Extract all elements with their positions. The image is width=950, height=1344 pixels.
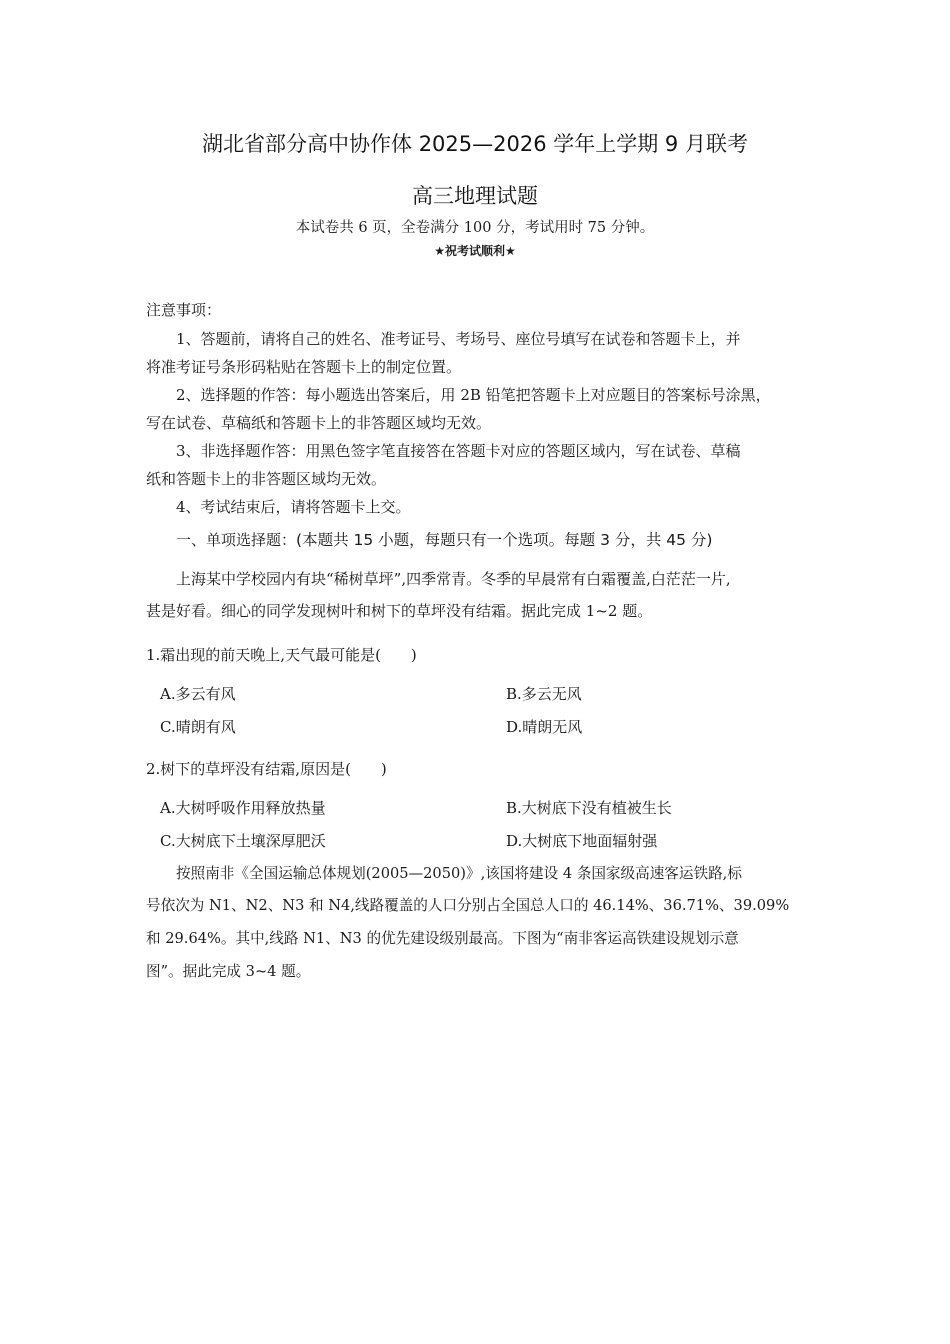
question-1-option-a: A.多云有风 — [160, 685, 236, 703]
passage-2-line-3: 和 29.64%。其中,线路 N1、N3 的优先建设级别最高。下图为“南非客运高铁建设规划示意 — [146, 930, 739, 947]
section-1-detail: (本题共 15 小题，每题只有一个选项。每题 3 分，共 45 分) — [296, 531, 713, 549]
note-3-line-1: 3、非选择题作答：用黑色签字笔直接答在答题卡对应的答题区域内，写在试卷、草稿 — [176, 442, 741, 460]
exam-info: 本试卷共 6 页，全卷满分 100 分，考试用时 75 分钟。 — [295, 220, 655, 236]
note-3-line-2: 纸和答题卡上的非答题区域均无效。 — [146, 470, 387, 488]
exam-title: 湖北省部分高中协作体 2025—2026 学年上学期 9 月联考 — [202, 132, 748, 156]
question-2-stem: 2.树下的草坪没有结霜,原因是( ) — [146, 760, 387, 778]
passage-1-line-2: 甚是好看。细心的同学发现树叶和树下的草坪没有结霜。据此完成 1~2 题。 — [146, 602, 653, 620]
question-1-option-c: C.晴朗有风 — [160, 718, 236, 736]
notes-heading: 注意事项： — [146, 301, 222, 319]
passage-1-line-1: 上海某中学校园内有块“稀树草坪”,四季常青。冬季的早晨常有白霜覆盖,白茫茫一片, — [176, 570, 731, 588]
question-1-stem: 1.霜出现的前天晚上,天气最可能是( ) — [146, 646, 417, 664]
note-2-line-2: 写在试卷、草稿纸和答题卡上的非答题区域均无效。 — [146, 414, 492, 432]
note-1-line-2: 将准考证号条形码粘贴在答题卡上的制定位置。 — [146, 358, 462, 376]
question-2-option-c: C.大树底下土壤深厚肥沃 — [160, 832, 326, 850]
question-2-option-d: D.大树底下地面辐射强 — [506, 832, 658, 850]
question-1-option-d: D.晴朗无风 — [506, 718, 583, 736]
exam-subtitle: 高三地理试题 — [412, 184, 538, 208]
question-1-option-b: B.多云无风 — [506, 685, 582, 703]
passage-2-line-4: 图”。据此完成 3~4 题。 — [146, 963, 311, 980]
passage-2-line-2: 号依次为 N1、N2、N3 和 N4,线路覆盖的人口分别占全国总人口的 46.14%、36.71%、39.09% — [146, 897, 790, 914]
passage-2-line-1: 按照南非《全国运输总体规划(2005—2050)》,该国将建设 4 条国家级高速客运铁路,标 — [176, 865, 742, 882]
section-1-prefix: 一、单项选择题： — [176, 531, 297, 549]
note-1-line-1: 1、答题前，请将自己的姓名、准考证号、考场号、座位号填写在试卷和答题卡上，并 — [176, 330, 741, 348]
blessing: ★祝考试顺利★ — [434, 244, 516, 258]
question-2-option-a: A.大树呼吸作用释放热量 — [160, 799, 326, 817]
question-2-option-b: B.大树底下没有植被生长 — [506, 799, 672, 817]
section-1-heading — [176, 530, 712, 550]
note-2-line-1: 2、选择题的作答：每小题选出答案后，用 2B 铅笔把答题卡上对应题目的答案标号涂黑， — [176, 386, 771, 404]
note-4: 4、考试结束后，请将答题卡上交。 — [176, 498, 411, 516]
